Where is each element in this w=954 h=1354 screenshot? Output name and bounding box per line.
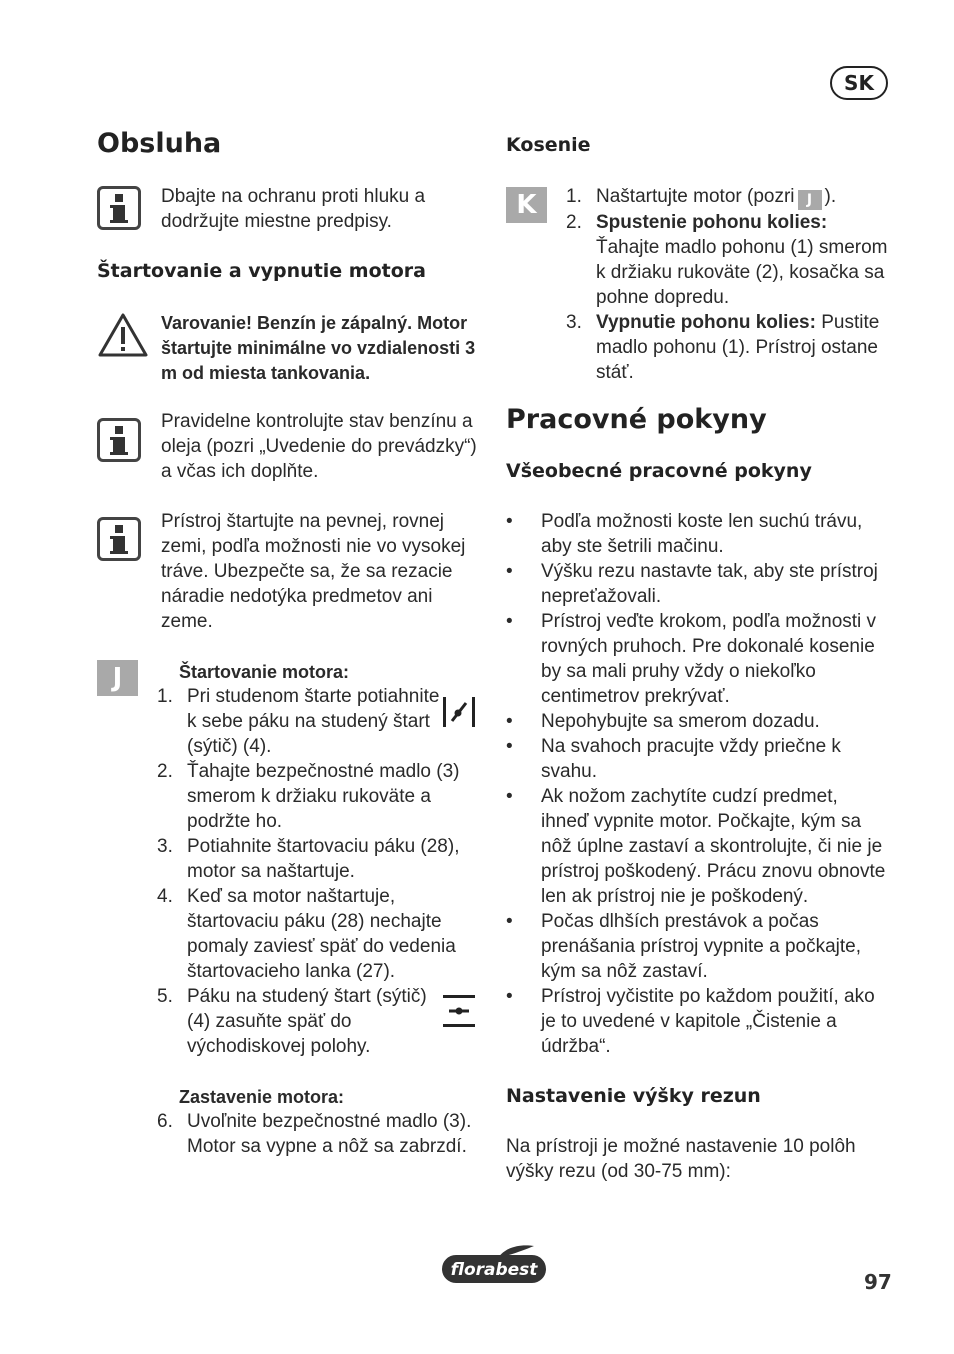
choke-off-icon — [441, 990, 477, 1030]
list-item: 1. Pri studenom štarte potiahnite k sebe páku na studený štart (sýtič) (4). — [157, 686, 440, 757]
list-item: 6. Uvoľnite bezpečnostné madlo (3). Motor sa vypne a nôž sa zabrzdí. — [157, 1111, 472, 1157]
subsection-title-cut-height: Nastavenie výšky rezun — [506, 1085, 761, 1107]
info-icon — [97, 517, 141, 561]
info-note-noise: Dbajte na ochranu proti hluku a dodržujte miestne predpisy. — [161, 186, 426, 232]
info-note-ground: Prístroj štartujte na pevnej, rovnej zemi, podľa možnosti nie vo vysokej tráve. Ubezpečte sa, že sa rezacie náradie nedotýka predmetov ani zeme. — [161, 511, 466, 632]
info-note-fuel-oil: Pravidelne kontrolujte stav benzínu a oleja (pozri „Uvedenie do prevádzky“) a včas ich doplňte. — [161, 411, 477, 482]
cut-height-text: Na prístroji je možné nastavenie 10 polôh výšky rezu (od 30-75 mm): — [506, 1136, 856, 1182]
list-item: 2. Ťahajte bezpečnostné madlo (3) smerom k držiaku rukoväte a podržte ho. — [157, 761, 460, 832]
info-icon — [97, 186, 141, 230]
page-number: 97 — [864, 1270, 892, 1294]
step-marker-j: J — [97, 660, 138, 696]
list-item: • Počas dlhších prestávok a počas prenášania prístroj vypnite a počkajte, kým sa nôž zastaví. — [506, 909, 888, 984]
list-item: • Prístroj vyčistite po každom použití, ako je to uvedené v kapitole „Čistenie a údržba“. — [506, 984, 888, 1059]
subsection-title-mowing: Kosenie — [506, 134, 591, 156]
warning-triangle-icon — [97, 312, 149, 358]
list-item: 3. Potiahnite štartovaciu páku (28), motor sa naštartuje. — [157, 836, 460, 882]
start-steps-list — [157, 684, 482, 1059]
mowing-steps-list — [566, 184, 888, 385]
language-badge: SK — [830, 66, 888, 100]
subsection-title-general: Všeobecné pracovné pokyny — [506, 460, 812, 482]
list-item: • Na svahoch pracujte vždy priečne k svahu. — [506, 734, 888, 784]
step-marker-k: K — [506, 187, 547, 223]
warning-text: Varovanie! Benzín je zápalný. Motor štartujte minimálne vo vzdialenosti 3 m od miesta tankovania. — [161, 313, 476, 383]
general-instructions-list — [506, 509, 888, 1059]
list-item: • Podľa možnosti koste len suchú trávu, aby ste šetrili mačinu. — [506, 509, 888, 559]
step-ref-badge: J — [798, 190, 822, 210]
subtitle-stop-engine: Zastavenie motora: — [179, 1087, 345, 1107]
list-item: 2. Spustenie pohonu kolies: Ťahajte madlo pohonu (1) smerom k držiaku rukoväte (2), kosačka sa pohne dopredu. — [566, 212, 888, 308]
section-title-work-instructions: Pracovné pokyny — [506, 404, 767, 435]
list-item: • Nepohybujte sa smerom dozadu. — [506, 709, 888, 734]
subsection-title-start-stop: Štartovanie a vypnutie motora — [97, 260, 426, 282]
choke-on-icon — [441, 694, 477, 730]
brand-logo — [438, 1244, 550, 1288]
list-item: 3. Vypnutie pohonu kolies: Pustite madlo pohonu (1). Prístroj ostane stáť. — [566, 312, 880, 383]
stop-steps-list — [157, 1109, 482, 1159]
section-title-obsluha: Obsluha — [97, 128, 222, 159]
info-icon — [97, 418, 141, 462]
brand-logo-text: florabest — [442, 1255, 546, 1283]
list-item: 5. Páku na studený štart (sýtič) (4) zasuňte späť do východiskovej polohy. — [157, 986, 427, 1057]
list-item: • Ak nožom zachytíte cudzí predmet, ihneď vypnite motor. Počkajte, kým sa nôž úplne zastaví a skontrolujte, či nie je prístroj poškodený. Prácu znovu obnovte len ak prístroj nie je poškodený. — [506, 784, 888, 909]
subtitle-start-engine: Štartovanie motora: — [179, 662, 350, 682]
list-item: 4. Keď sa motor naštartuje, štartovaciu páku (28) nechajte pomaly zaviesť späť do vedenia štartovacieho lanka (27). — [157, 886, 456, 982]
list-item: 1. Naštartujte motor (pozri J ). — [566, 186, 837, 208]
list-item: • Prístroj veďte krokom, podľa možnosti v rovných pruhoch. Pre dokonalé kosenie by sa mali pruhy vždy o niekoľko centimetrov prekrývať. — [506, 609, 888, 709]
list-item: • Výšku rezu nastavte tak, aby ste prístroj nepreťažovali. — [506, 559, 888, 609]
